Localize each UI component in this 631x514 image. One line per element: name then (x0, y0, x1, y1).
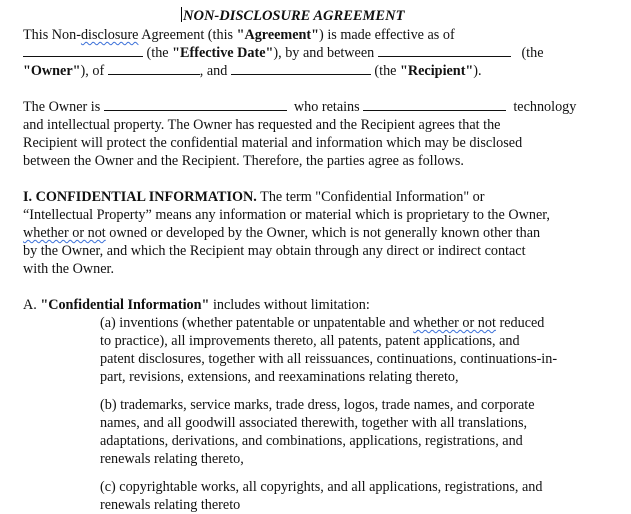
section1-line-3: whether or not owned or developed by the Owner, which is not generally known other than (23, 225, 541, 241)
text-cursor (181, 7, 182, 22)
para2-line-4: between the Owner and the Recipient. Therefore, the parties agree as follows. (23, 153, 464, 169)
item-c-line-2: renewals relating thereto (100, 497, 241, 513)
item-b-line-2: names, and all goodwill associated therewith, together with all translations, (100, 415, 528, 431)
item-b-line-1: (b) trademarks, service marks, trade dress, logos, trade names, and corporate (100, 397, 535, 413)
item-a-line-2: to practice), all improvements thereto, all patents, patent applications, and (100, 333, 520, 349)
para2-line-3: Recipient will protect the confidential material and information which may be disclosed (23, 135, 523, 151)
section1-heading: I. CONFIDENTIAL INFORMATION. (23, 189, 257, 205)
spellcheck-phrase[interactable]: whether or not (23, 225, 106, 241)
section1-line-4: by the Owner, and which the Recipient may obtain through any direct or indirect contact (23, 243, 526, 259)
para2-line-2: and intellectual property. The Owner has requested and the Recipient agrees that the (23, 117, 501, 133)
item-b-line-3: adaptations, derivations, and combinations, applications, registrations, and (100, 433, 523, 449)
blank-owner-business[interactable] (104, 98, 287, 111)
blank-owner-location[interactable] (108, 62, 200, 75)
intro-line-3: "Owner"), of , and (the "Recipient"). (23, 63, 482, 79)
item-b-line-4: renewals relating thereto, (100, 451, 244, 467)
intro-line-1: This Non-disclosure Agreement (this "Agreement") is made effective as of (23, 27, 455, 43)
spellcheck-word[interactable]: disclosure (80, 27, 139, 43)
section1-line-5: with the Owner. (23, 261, 115, 277)
section1-line-1: I. CONFIDENTIAL INFORMATION. The term "Confidential Information" or (23, 189, 485, 205)
spellcheck-phrase[interactable]: whether or not (413, 315, 496, 331)
sectionA-heading-line: A. "Confidential Information" includes without limitation: (23, 297, 370, 313)
blank-owner-name[interactable] (378, 44, 511, 57)
intro-line-2: (the "Effective Date"), by and between (the (23, 44, 544, 62)
document-title: NON-DISCLOSURE AGREEMENT (183, 8, 405, 24)
item-a-line-4: part, revisions, extensions, and reexaminations relating thereto, (100, 369, 459, 385)
item-c-line-1: (c) copyrightable works, all copyrights, and all applications, registrations, and (100, 479, 543, 495)
blank-recipient-name[interactable] (231, 62, 371, 75)
para2-line-1: The Owner is who retains technology (23, 99, 577, 115)
blank-technology[interactable] (363, 98, 506, 111)
section1-line-2: “Intellectual Property” means any information or material which is proprietary to the Owner, (23, 207, 550, 223)
item-a-line-1: (a) inventions (whether patentable or unpatentable and whether or not reduced (100, 315, 545, 331)
item-a-line-3: patent disclosures, together with all reissuances, continuations, continuations-in- (100, 351, 558, 367)
blank-effective-date[interactable] (23, 44, 143, 57)
